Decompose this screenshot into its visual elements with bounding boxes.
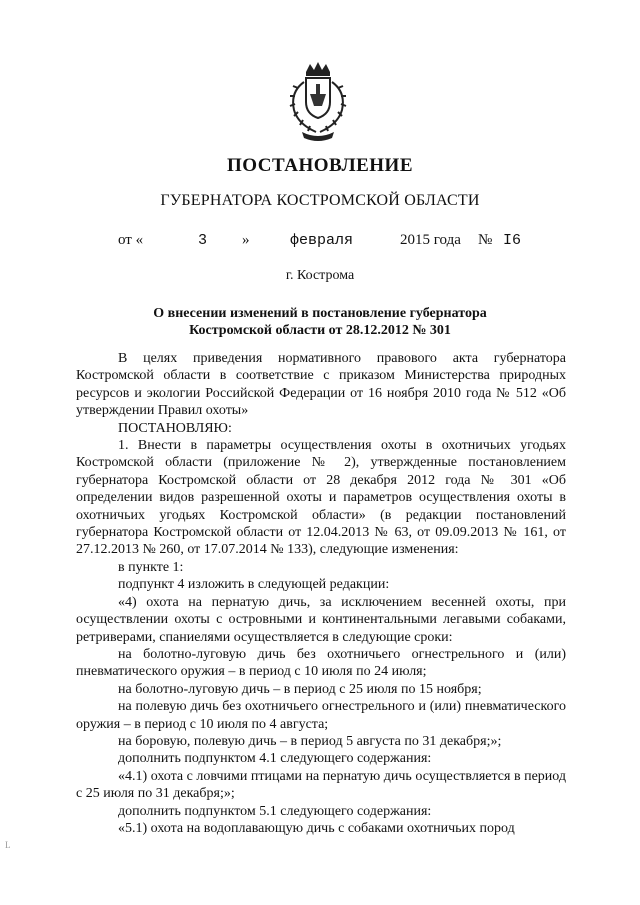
number-sign: № (478, 232, 493, 248)
document-number: I6 (503, 232, 522, 249)
heading-line-2: Костромской области от 28.12.2012 № 301 (189, 323, 451, 338)
issuer-subtitle: ГУБЕРНАТОРА КОСТРОМСКОЙ ОБЛАСТИ (160, 192, 480, 209)
body-paragraph: дополнить подпунктом 5.1 следующего содержания: (118, 803, 432, 819)
document-title: ПОСТАНОВЛЕНИЕ (226, 155, 414, 176)
body-paragraph: 1. Внести в параметры осуществления охоты в охотничьих угодьях Костромской области (приложение № 2), утвержденные постановлением губернатора Костромской области от 28 декабря 2012 года № 301 «Об определении видов разрешенной охоты и параметров осуществления охоты в охотничьих угодьях Костромской области» (в редакции постановлений губернатора Костромской области от 12.04.2013 № 63, от 09.09.2013 № 161, от 27.12.2013 № 260, от 17.07.2014 № 133), следующие изменения: (76, 438, 566, 558)
body-paragraph: «5.1) охота на водоплавающую дичь с собаками охотничьих пород (118, 820, 515, 836)
body-paragraph: дополнить подпунктом 4.1 следующего содержания: (118, 751, 432, 767)
document-body (76, 350, 566, 837)
body-paragraph: подпункт 4 изложить в следующей редакции: (118, 577, 390, 593)
margin-mark: L (5, 840, 11, 850)
date-year: 2015 года (400, 232, 461, 248)
date-day: 3 (198, 232, 208, 249)
body-paragraph: на болотно-луговую дичь – в период с 25 июля по 15 ноября; (118, 681, 482, 697)
date-month: февраля (290, 232, 354, 249)
body-paragraph: в пункте 1: (118, 559, 184, 575)
body-paragraph: на боровую, полевую дичь – в период 5 августа по 31 декабря;»; (118, 733, 502, 749)
body-paragraph: «4) охота на пернатую дичь, за исключением весенней охоты, при осуществлении охоты с островными и континентальными легавыми собаками, ретриверами, спаниелями осуществляется в следующие сроки: (76, 594, 566, 645)
document-heading (0, 305, 640, 339)
coat-of-arms-emblem (270, 58, 366, 154)
preamble-paragraph: В целях приведения нормативного правового акта губернатора Костромской области в соответствие с приказом Министерства природных ресурсов и экологии Российской Федерации от 16 ноября 2010 года № 512 «Об утверждении Правил охоты» (76, 351, 566, 419)
resolution-word: ПОСТАНОВЛЯЮ: (118, 420, 232, 436)
heading-line-1: О внесении изменений в постановление губернатора (153, 306, 487, 321)
body-paragraph: на болотно-луговую дичь без охотничьего огнестрельного и (или) пневматического оружия – в период с 10 июля по 24 июля; (76, 646, 566, 680)
body-paragraph: на полевую дичь без охотничьего огнестрельного и (или) пневматического оружия – в период с 10 июля по 4 августа; (76, 699, 566, 732)
date-close-quote: » (242, 232, 250, 248)
date-prefix: от « (118, 232, 144, 248)
body-paragraph: «4.1) охота с ловчими птицами на пернатую дичь осуществляется в период с 25 июля по 31 декабря;»; (76, 768, 566, 802)
city-line: г. Кострома (285, 268, 355, 283)
